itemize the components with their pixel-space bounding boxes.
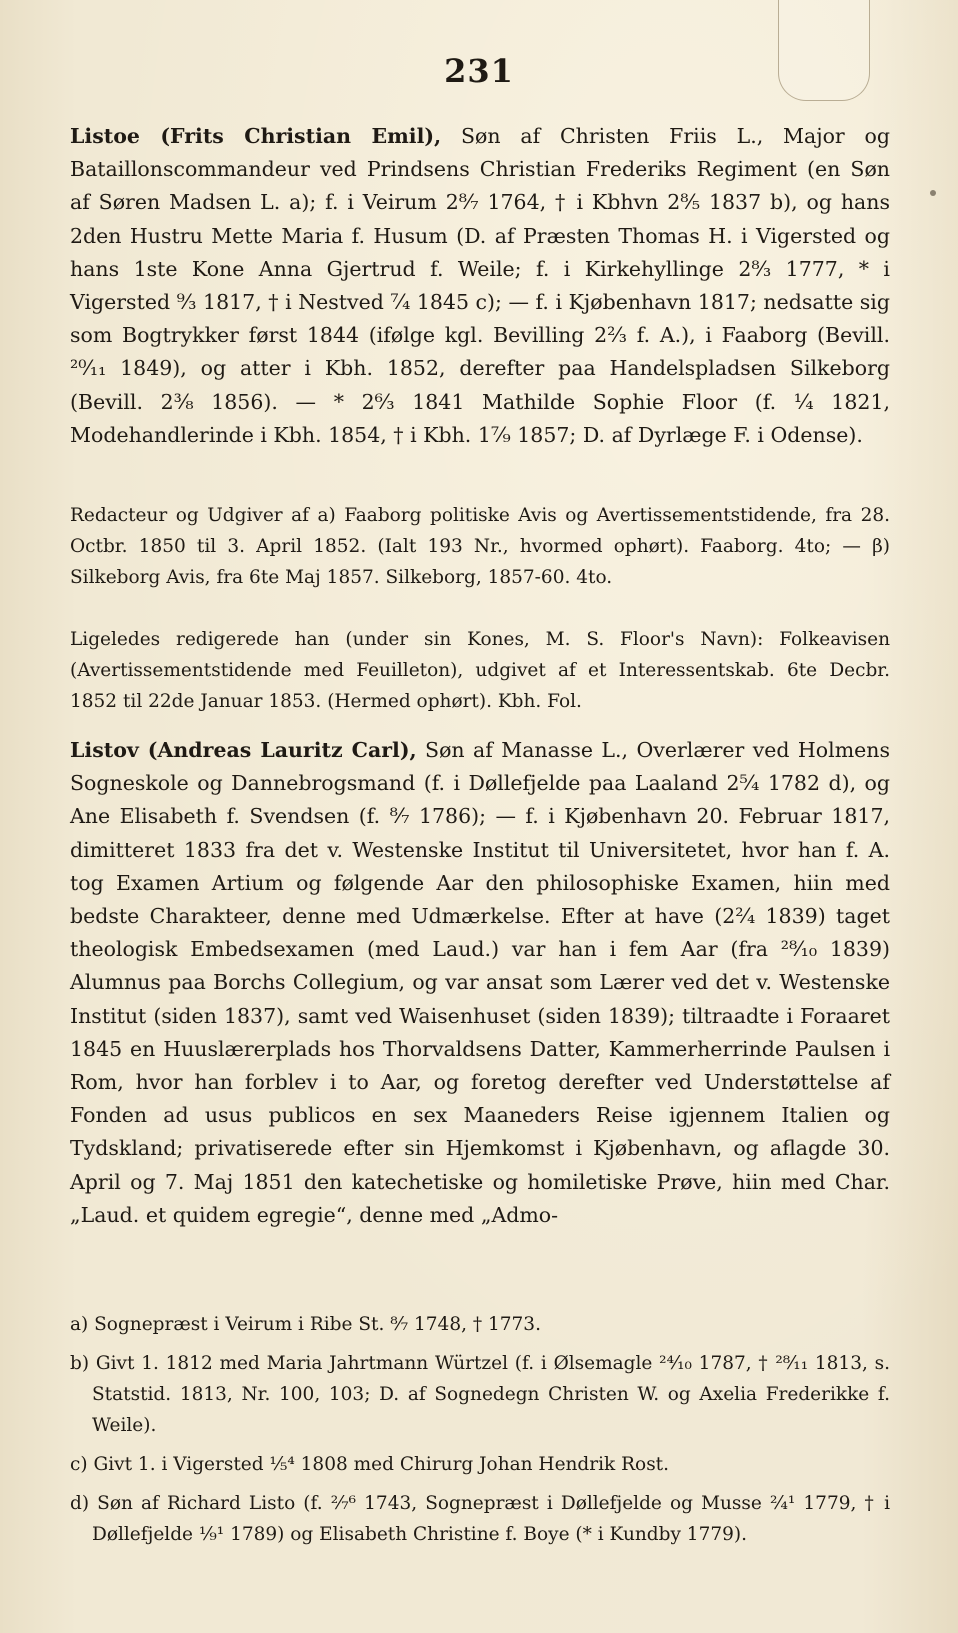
page-number: 231 xyxy=(444,52,514,90)
footnotes xyxy=(70,1309,890,1558)
entry-listoe xyxy=(70,120,890,452)
footnote-d: d) Søn af Richard Listo (f. ²⁄₇⁶ 1743, Sognepræst i Døllefjelde og Musse ²⁄₄¹ 1779, † i Døllefjelde ¹⁄₉¹ 1789) og Elisabeth Christine f. Boye (* i Kundby 1779). xyxy=(70,1493,890,1545)
footnote-a: a) Sognepræst i Veirum i Ribe St. ⁸⁄₇ 1748, † 1773. xyxy=(70,1314,541,1335)
entry-listoe-folkeavisen: Ligeledes redigerede han (under sin Kones, M. S. Floor's Navn): Folkeavisen (Avertissementstidende med Feuilleton), udgivet af et Interessentskab. 6te Decbr. 1852 til 22de Januar 1853. (Hermed ophørt). Kbh. Fol. xyxy=(70,629,890,712)
page-mark-dot xyxy=(930,190,936,196)
footnote-b: b) Givt 1. 1812 med Maria Jahrtmann Würtzel (f. i Ølsemagle ²⁴⁄₁₀ 1787, † ²⁸⁄₁₁ 1813, s. Statstid. 1813, Nr. 100, 103; D. af Sognedegn Christen W. og Axelia Frederikke f. Weile). xyxy=(70,1353,890,1436)
entry-listoe-text: Søn af Christen Friis L., Major og Bataillonscommandeur ved Prindsens Christian Frederiks Regiment (en Søn af Søren Madsen L. a); f. i Veirum 2⁸⁄₇ 1764, † i Kbhvn 2⁸⁄₅ 1837 b), og hans 2den Hustru Mette Maria f. Husum (D. af Præsten Thomas H. i Vigersted og hans 1ste Kone Anna Gjertrud f. Weile; f. i Kirkehyllinge 2⁸⁄₃ 1777, * i Vigersted ⁹⁄₃ 1817, † i Nestved ⁷⁄₄ 1845 c); — f. i Kjøbenhavn 1817; nedsatte sig som Bogtrykker først 1844 (ifølge kgl. Bevilling 2²⁄₃ f. A.), i Faaborg (Bevill. ²⁰⁄₁₁ 1849), og atter i Kbh. 1852, derefter paa Handelspladsen Silkeborg (Bevill. 2³⁄₈ 1856). — * 2⁶⁄₃ 1841 Mathilde Sophie Floor (f. ¹⁄₄ 1821, Modehandlerinde i Kbh. 1854, † i Kbh. 1⁷⁄₉ 1857; D. af Dyrlæge F. i Odense). xyxy=(70,124,890,447)
entry-listov-text: Søn af Manasse L., Overlærer ved Holmens Sogneskole og Dannebrogsmand (f. i Døllefjelde paa Laaland 2⁵⁄₄ 1782 d), og Ane Elisabeth f. Svendsen (f. ⁸⁄₇ 1786); — f. i Kjøbenhavn 20. Februar 1817, dimitteret 1833 fra det v. Westenske Institut til Universitetet, hvor han f. A. tog Examen Artium og følgende Aar den philosophiske Examen, hiin med bedste Charakteer, denne med Udmærkelse. Efter at have (2²⁄₄ 1839) taget theologisk Embedsexamen (med Laud.) var han i fem Aar (fra ²⁸⁄₁₀ 1839) Alumnus paa Borchs Collegium, og var ansat som Lærer ved det v. Westenske Institut (siden 1837), samt ved Waisenhuset (siden 1839); tiltraadte i Foraaret 1845 en Huuslærerplads hos Thorvaldsens Datter, Kammerherrinde Paulsen i Rom, hvor han forblev i to Aar, og foretog derefter ved Understøttelse af Fonden ad usus publicos en sex Maaneders Reise igjennem Italien og Tydskland; privatiserede efter sin Hjemkomst i Kjøbenhavn, og aflagde 30. April og 7. Maj 1851 den katechetiske og homiletiske Prøve, hiin med Char. „Laud. et quidem egregie“, denne med „Admo- xyxy=(70,738,890,1227)
footnote-c: c) Givt 1. i Vigersted ¹⁄₅⁴ 1808 med Chirurg Johan Hendrik Rost. xyxy=(70,1454,670,1475)
entry-listoe-name: Listoe (Frits Christian Emil), xyxy=(70,124,442,148)
entry-listov-name: Listov (Andreas Lauritz Carl), xyxy=(70,738,417,762)
entry-listoe-publications: Redacteur og Udgiver af a) Faaborg politiske Avis og Avertissementstidende, fra 28. Octbr. 1850 til 3. April 1852. (Ialt 193 Nr., hvormed ophørt). Faaborg. 4to; — β) Silkeborg Avis, fra 6te Maj 1857. Silkeborg, 1857-60. 4to. xyxy=(70,505,890,588)
entry-listov xyxy=(70,734,890,1232)
